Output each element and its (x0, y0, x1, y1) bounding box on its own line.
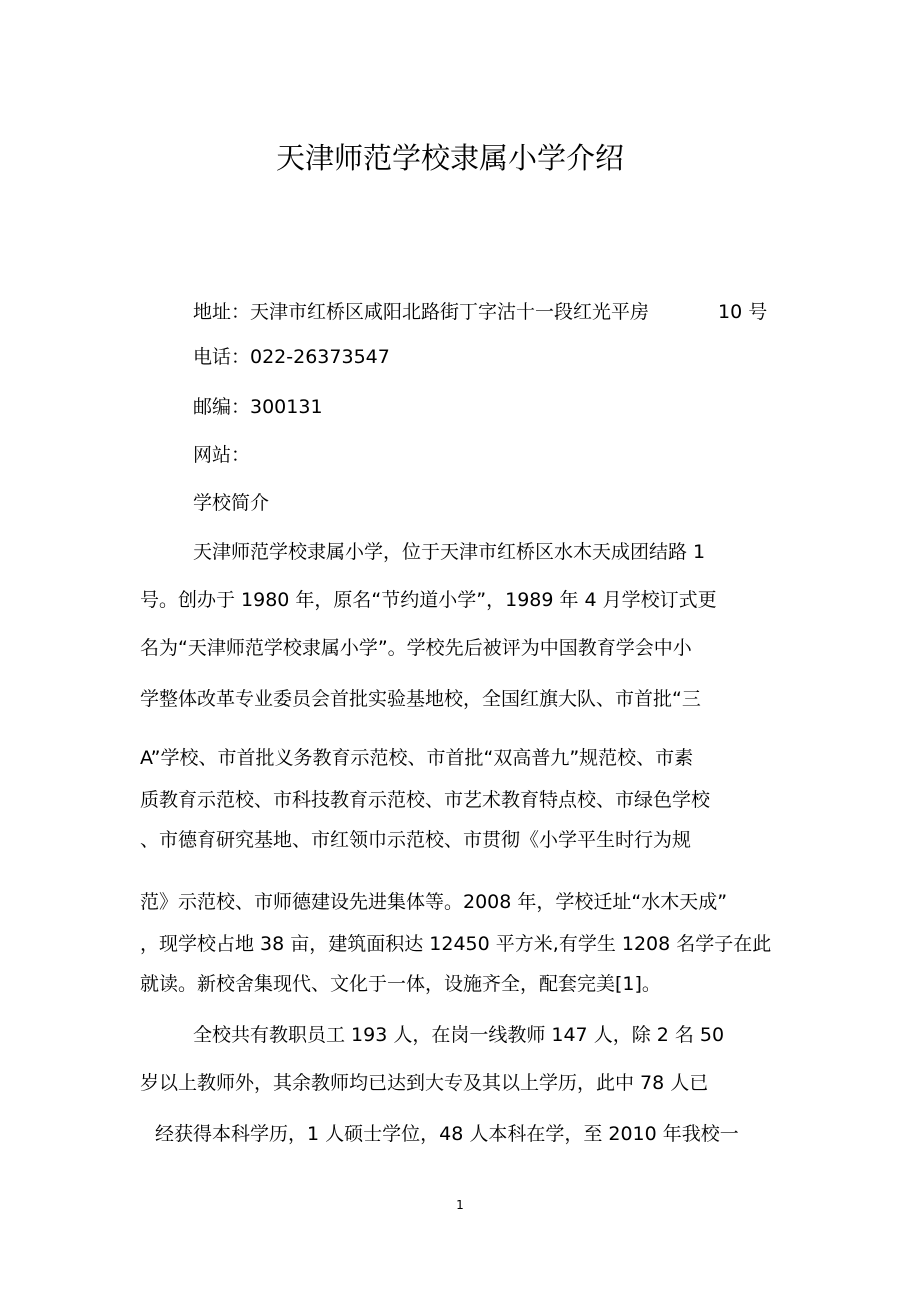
section-heading: 学校简介 (193, 492, 270, 514)
body-line-12: 岁以上教师外，其余教师均已达到大专及其以上学历，此中 78 人已 (140, 1072, 709, 1094)
body-line-13: 经获得本科学历，1 人硕士学位，48 人本科在学，至 2010 年我校一 (155, 1123, 739, 1145)
body-line-9: ，现学校占地 38 亩，建筑面积达 12450 平方米,有学生 1208 名学子在此 (140, 933, 772, 955)
body-line-11: 全校共有教职员工 193 人，在岗一线教师 147 人，除 2 名 50 (193, 1024, 725, 1046)
document-title: 天津师范学校隶属小学介绍 (275, 141, 624, 175)
body-line-3: 名为“天津师范学校隶属小学”。学校先后被评为中国教育学会中小 (140, 637, 692, 659)
phone-line: 电话：022-26373547 (193, 346, 390, 368)
body-line-5: A”学校、市首批义务教育示范校、市首批“双高普九”规范校、市素 (140, 747, 694, 769)
page-number: 1 (456, 1198, 464, 1212)
body-line-8: 范》示范校、市师德建设先进集体等。2008 年，学校迁址“水木天成” (140, 891, 728, 913)
body-line-7: 、市德育研究基地、市红领巾示范校、市贯彻《小学平生时行为规 (140, 829, 692, 851)
body-line-4: 学整体改革专业委员会首批实验基地校，全国红旗大队、市首批“三 (140, 688, 701, 710)
address-number: 10 号 (718, 301, 768, 323)
body-line-10: 就读。新校舍集现代、文化于一体，设施齐全，配套完美[1]。 (140, 973, 661, 995)
website-line: 网站： (193, 444, 251, 466)
body-line-6: 质教育示范校、市科技教育示范校、市艺术教育特点校、市绿色学校 (140, 789, 711, 811)
body-line-2: 号。创办于 1980 年，原名“节约道小学”，1989 年 4 月学校订式更 (140, 589, 717, 611)
body-line-1: 天津师范学校隶属小学，位于天津市红桥区水木天成团结路 1 (193, 541, 706, 563)
address-line: 地址：天津市红桥区咸阳北路街丁字沽十一段红光平房 (193, 301, 650, 323)
postcode-line: 邮编：300131 (193, 396, 323, 418)
